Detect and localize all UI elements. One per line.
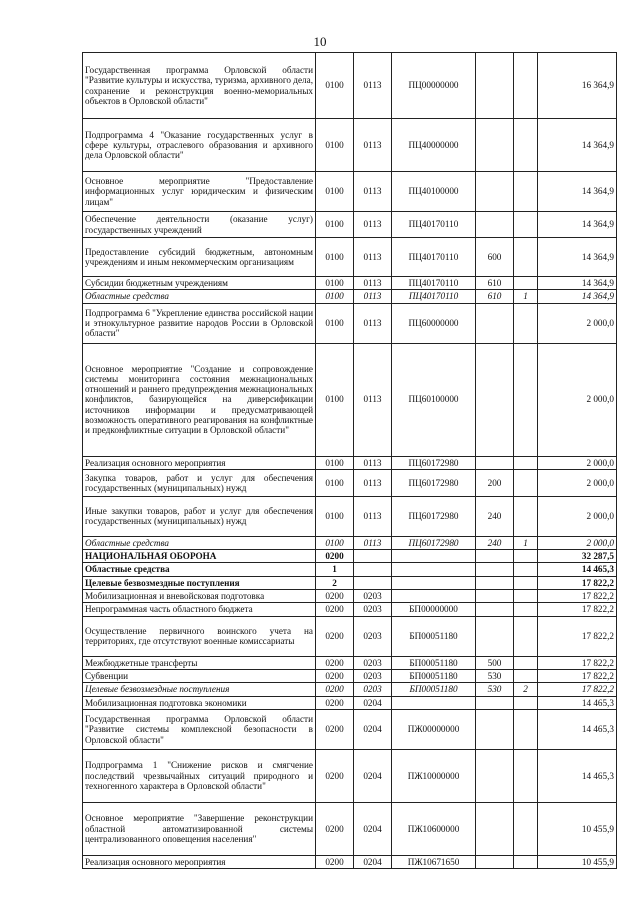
funding-source-code <box>514 656 538 669</box>
funding-source-code <box>514 855 538 868</box>
target-article-code: ПЖ10600000 <box>392 802 476 855</box>
funding-source-code <box>514 496 538 536</box>
row-description: Мобилизационная и вневойсковая подготовка <box>83 590 316 603</box>
section-code: 0200 <box>316 616 354 656</box>
funding-source-code <box>514 212 538 238</box>
funding-source-code <box>514 709 538 749</box>
section-code: 0100 <box>316 212 354 238</box>
target-article-code: ПЦ00000000 <box>392 53 476 119</box>
expense-type-code <box>476 53 514 119</box>
expense-type-code <box>476 590 514 603</box>
expense-type-code <box>476 576 514 589</box>
amount: 17 822,2 <box>538 656 617 669</box>
funding-source-code <box>514 456 538 469</box>
row-description: Целевые безвозмездные поступления <box>83 683 316 696</box>
funding-source-code <box>514 277 538 290</box>
section-code: 0200 <box>316 550 354 563</box>
funding-source-code <box>514 696 538 709</box>
table-row <box>83 563 617 576</box>
amount: 14 364,9 <box>538 212 617 238</box>
subsection-code: 0204 <box>354 696 392 709</box>
row-description: Подпрограмма 6 "Укрепление единства российской нации и этнокультурное развитие народов России в Орловской области" <box>83 303 316 343</box>
section-code: 0200 <box>316 709 354 749</box>
table-row <box>83 683 617 696</box>
section-code: 0200 <box>316 603 354 616</box>
amount: 2 000,0 <box>538 303 617 343</box>
subsection-code: 0204 <box>354 749 392 802</box>
subsection-code: 0203 <box>354 683 392 696</box>
table-row <box>83 238 617 277</box>
subsection-code: 0113 <box>354 496 392 536</box>
section-code: 0100 <box>316 172 354 212</box>
amount: 17 822,2 <box>538 576 617 589</box>
expense-type-code <box>476 603 514 616</box>
section-code: 0100 <box>316 277 354 290</box>
table-row <box>83 603 617 616</box>
subsection-code: 0113 <box>354 53 392 119</box>
table-row <box>83 172 617 212</box>
section-code: 0100 <box>316 119 354 172</box>
amount: 14 465,3 <box>538 749 617 802</box>
row-description: Непрограммная часть областного бюджета <box>83 603 316 616</box>
funding-source-code <box>514 576 538 589</box>
expense-type-code <box>476 343 514 456</box>
funding-source-code: 1 <box>514 290 538 303</box>
target-article-code <box>392 590 476 603</box>
amount: 14 465,3 <box>538 709 617 749</box>
section-code: 0100 <box>316 238 354 277</box>
subsection-code: 0113 <box>354 469 392 496</box>
subsection-code <box>354 576 392 589</box>
row-description: Реализация основного мероприятия <box>83 855 316 868</box>
amount: 14 364,9 <box>538 277 617 290</box>
subsection-code: 0113 <box>354 238 392 277</box>
expense-type-code: 500 <box>476 656 514 669</box>
table-row <box>83 53 617 119</box>
amount: 14 364,9 <box>538 238 617 277</box>
funding-source-code <box>514 238 538 277</box>
funding-source-code <box>514 603 538 616</box>
funding-source-code <box>514 749 538 802</box>
target-article-code: ПЖ10671650 <box>392 855 476 868</box>
funding-source-code <box>514 303 538 343</box>
row-description: Целевые безвозмездные поступления <box>83 576 316 589</box>
table-row <box>83 749 617 802</box>
target-article-code: ПЦ40170110 <box>392 212 476 238</box>
subsection-code: 0113 <box>354 172 392 212</box>
row-description: Основное мероприятие "Создание и сопровождение системы мониторинга состояния межнациональных отношений и раннего предупреждения межнациональных конфликтов, базирующейся на диверсификации источников информации и предусматривающей возможность оперативного реагирования на конфликтные и предконфликтные ситуации в Орловской области" <box>83 343 316 456</box>
target-article-code: БП00051180 <box>392 616 476 656</box>
section-code: 0100 <box>316 469 354 496</box>
amount: 2 000,0 <box>538 536 617 549</box>
row-description: Предоставление субсидий бюджетным, автономным учреждениям и иным некоммерческим организациям <box>83 238 316 277</box>
table-row <box>83 277 617 290</box>
row-description: Иные закупки товаров, работ и услуг для обеспечения государственных (муниципальных) нужд <box>83 496 316 536</box>
row-description: Обеспечение деятельности (оказание услуг) государственных учреждений <box>83 212 316 238</box>
section-code: 0100 <box>316 496 354 536</box>
expense-type-code <box>476 749 514 802</box>
amount: 16 364,9 <box>538 53 617 119</box>
funding-source-code <box>514 172 538 212</box>
subsection-code: 0203 <box>354 616 392 656</box>
subsection-code: 0113 <box>354 536 392 549</box>
target-article-code: ПЦ60172980 <box>392 536 476 549</box>
subsection-code: 0113 <box>354 303 392 343</box>
amount: 2 000,0 <box>538 343 617 456</box>
section-code: 0100 <box>316 53 354 119</box>
target-article-code: БП00051180 <box>392 669 476 682</box>
target-article-code: ПЖ10000000 <box>392 749 476 802</box>
expense-type-code: 240 <box>476 496 514 536</box>
expense-type-code: 610 <box>476 290 514 303</box>
section-code: 0200 <box>316 855 354 868</box>
subsection-code: 0113 <box>354 119 392 172</box>
table-row <box>83 536 617 549</box>
target-article-code: ПЦ40170110 <box>392 290 476 303</box>
subsection-code <box>354 563 392 576</box>
funding-source-code <box>514 802 538 855</box>
row-description: Субвенции <box>83 669 316 682</box>
table-row <box>83 212 617 238</box>
expense-type-code <box>476 303 514 343</box>
budget-table <box>82 52 617 869</box>
table-row <box>83 656 617 669</box>
amount: 2 000,0 <box>538 456 617 469</box>
section-code: 0100 <box>316 303 354 343</box>
expense-type-code <box>476 172 514 212</box>
table-row <box>83 590 617 603</box>
subsection-code: 0113 <box>354 277 392 290</box>
target-article-code: ПЦ40100000 <box>392 172 476 212</box>
subsection-code: 0204 <box>354 709 392 749</box>
subsection-code: 0203 <box>354 669 392 682</box>
section-code: 0100 <box>316 536 354 549</box>
section-code: 0200 <box>316 683 354 696</box>
section-code: 0200 <box>316 696 354 709</box>
subsection-code: 0113 <box>354 343 392 456</box>
table-row <box>83 696 617 709</box>
subsection-code: 0113 <box>354 456 392 469</box>
section-code: 0200 <box>316 669 354 682</box>
row-description: Основное мероприятие "Завершение реконструкции областной автоматизированной системы централизованного оповещения населения" <box>83 802 316 855</box>
expense-type-code: 610 <box>476 277 514 290</box>
row-description: Государственная программа Орловской области "Развитие системы комплексной безопасности в Орловской области" <box>83 709 316 749</box>
target-article-code: ПЦ60172980 <box>392 496 476 536</box>
amount: 14 364,9 <box>538 119 617 172</box>
table-row <box>83 709 617 749</box>
row-description: Основное мероприятие "Предоставление информационных услуг юридическим и физическим лицам" <box>83 172 316 212</box>
target-article-code: ПЖ00000000 <box>392 709 476 749</box>
amount: 17 822,2 <box>538 616 617 656</box>
expense-type-code <box>476 456 514 469</box>
table-row <box>83 550 617 563</box>
section-code: 2 <box>316 576 354 589</box>
section-code: 1 <box>316 563 354 576</box>
target-article-code <box>392 563 476 576</box>
row-description: Государственная программа Орловской области "Развитие культуры и искусства, туризма, архивного дела, сохранение и реконструкция военно-мемориальных объектов в Орловской области" <box>83 53 316 119</box>
section-code: 0200 <box>316 590 354 603</box>
row-description: Областные средства <box>83 290 316 303</box>
amount: 17 822,2 <box>538 603 617 616</box>
table-row <box>83 469 617 496</box>
subsection-code: 0113 <box>354 290 392 303</box>
amount: 10 455,9 <box>538 802 617 855</box>
expense-type-code <box>476 212 514 238</box>
row-description: Подпрограмма 4 "Оказание государственных услуг в сфере культуры, отраслевого образования и архивного дела Орловской области" <box>83 119 316 172</box>
funding-source-code <box>514 53 538 119</box>
row-description: НАЦИОНАЛЬНАЯ ОБОРОНА <box>83 550 316 563</box>
expense-type-code <box>476 616 514 656</box>
funding-source-code <box>514 563 538 576</box>
table-row <box>83 119 617 172</box>
expense-type-code <box>476 709 514 749</box>
table-row <box>83 669 617 682</box>
table-row <box>83 802 617 855</box>
section-code: 0200 <box>316 749 354 802</box>
target-article-code: БП00000000 <box>392 603 476 616</box>
expense-type-code <box>476 550 514 563</box>
target-article-code: ПЦ40170110 <box>392 238 476 277</box>
expense-type-code: 600 <box>476 238 514 277</box>
subsection-code: 0204 <box>354 802 392 855</box>
amount: 14 465,3 <box>538 696 617 709</box>
funding-source-code: 1 <box>514 536 538 549</box>
row-description: Областные средства <box>83 536 316 549</box>
target-article-code: БП00051180 <box>392 683 476 696</box>
table-row <box>83 576 617 589</box>
expense-type-code: 530 <box>476 669 514 682</box>
row-description: Реализация основного мероприятия <box>83 456 316 469</box>
funding-source-code <box>514 590 538 603</box>
target-article-code <box>392 696 476 709</box>
amount: 14 364,9 <box>538 290 617 303</box>
amount: 14 364,9 <box>538 172 617 212</box>
subsection-code: 0203 <box>354 603 392 616</box>
subsection-code: 0203 <box>354 590 392 603</box>
expense-type-code: 530 <box>476 683 514 696</box>
target-article-code <box>392 576 476 589</box>
amount: 14 465,3 <box>538 563 617 576</box>
table-row <box>83 855 617 868</box>
amount: 32 287,5 <box>538 550 617 563</box>
amount: 17 822,2 <box>538 590 617 603</box>
expense-type-code <box>476 119 514 172</box>
target-article-code: ПЦ60172980 <box>392 469 476 496</box>
section-code: 0100 <box>316 290 354 303</box>
funding-source-code: 2 <box>514 683 538 696</box>
table-row <box>83 616 617 656</box>
target-article-code: ПЦ40000000 <box>392 119 476 172</box>
expense-type-code <box>476 855 514 868</box>
row-description: Субсидии бюджетным учреждениям <box>83 277 316 290</box>
section-code: 0100 <box>316 343 354 456</box>
section-code: 0200 <box>316 802 354 855</box>
subsection-code: 0203 <box>354 656 392 669</box>
table-row <box>83 290 617 303</box>
subsection-code: 0204 <box>354 855 392 868</box>
amount: 17 822,2 <box>538 669 617 682</box>
expense-type-code <box>476 563 514 576</box>
funding-source-code <box>514 550 538 563</box>
amount: 2 000,0 <box>538 496 617 536</box>
table-row <box>83 343 617 456</box>
expense-type-code <box>476 696 514 709</box>
subsection-code <box>354 550 392 563</box>
funding-source-code <box>514 616 538 656</box>
amount: 2 000,0 <box>538 469 617 496</box>
table-row <box>83 303 617 343</box>
target-article-code: БП00051180 <box>392 656 476 669</box>
target-article-code <box>392 550 476 563</box>
amount: 17 822,2 <box>538 683 617 696</box>
section-code: 0100 <box>316 456 354 469</box>
row-description: Мобилизационная подготовка экономики <box>83 696 316 709</box>
funding-source-code <box>514 669 538 682</box>
target-article-code: ПЦ60000000 <box>392 303 476 343</box>
expense-type-code <box>476 802 514 855</box>
row-description: Осуществление первичного воинского учета на территориях, где отсутствуют военные комиссариаты <box>83 616 316 656</box>
target-article-code: ПЦ60100000 <box>392 343 476 456</box>
target-article-code: ПЦ60172980 <box>392 456 476 469</box>
section-code: 0200 <box>316 656 354 669</box>
funding-source-code <box>514 119 538 172</box>
target-article-code: ПЦ40170110 <box>392 277 476 290</box>
expense-type-code: 200 <box>476 469 514 496</box>
table-row <box>83 456 617 469</box>
funding-source-code <box>514 469 538 496</box>
row-description: Закупка товаров, работ и услуг для обеспечения государственных (муниципальных) нужд <box>83 469 316 496</box>
subsection-code: 0113 <box>354 212 392 238</box>
row-description: Областные средства <box>83 563 316 576</box>
row-description: Подпрограмма 1 "Снижение рисков и смягчение последствий чрезвычайных ситуаций природного и техногенного характера в Орловской области" <box>83 749 316 802</box>
table-row <box>83 496 617 536</box>
amount: 10 455,9 <box>538 855 617 868</box>
funding-source-code <box>514 343 538 456</box>
row-description: Межбюджетные трансферты <box>83 656 316 669</box>
page-number: 10 <box>313 34 327 49</box>
expense-type-code: 240 <box>476 536 514 549</box>
